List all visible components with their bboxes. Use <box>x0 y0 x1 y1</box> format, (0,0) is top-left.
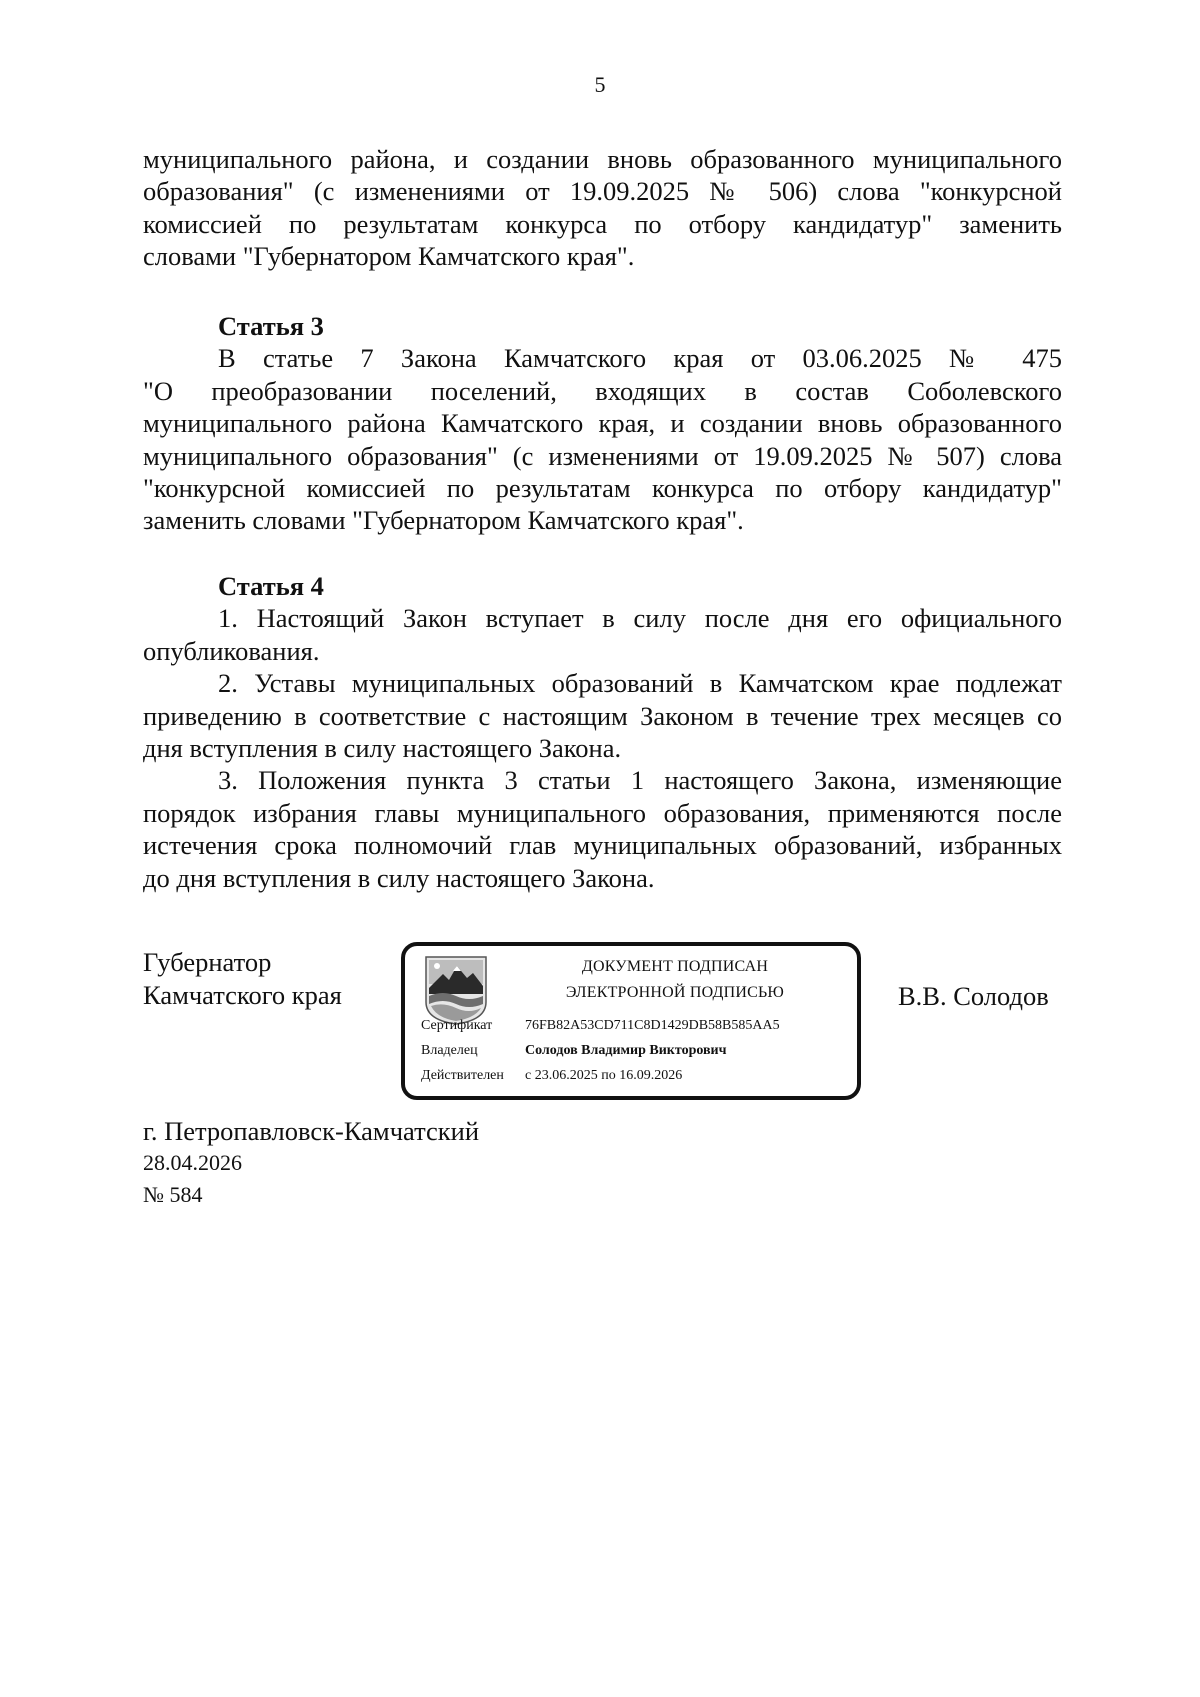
text-line: порядок избрания главы муниципального образования, применяются после <box>143 797 1062 828</box>
city: г. Петропавловск-Камчатский <box>143 1116 479 1146</box>
text-line: 2. Уставы муниципальных образований в Камчатском крае подлежат <box>218 668 1062 699</box>
validity-row <box>421 1068 682 1084</box>
owner-value: Солодов Владимир Викторович <box>525 1043 727 1058</box>
text-line: муниципального района, и создании вновь образованного муниципального <box>143 144 1062 174</box>
text-line: истечения срока полномочий глав муниципальных образований, избранных <box>143 830 1062 861</box>
certificate-value: 76FB82A53CD711C8D1429DB58B585AA5 <box>525 1018 780 1033</box>
law-number: № 584 <box>143 1182 203 1207</box>
document-footer <box>143 1115 479 1211</box>
text-line: образования" (с изменениями от 19.09.2025 № 506) слова "конкурсной <box>143 176 1062 207</box>
stamp-title-line: ДОКУМЕНТ ПОДПИСАН <box>581 958 769 975</box>
article-heading: Статья 3 <box>218 311 324 341</box>
text-line: 1. Настоящий Закон вступает в силу после дня его официального <box>218 603 1062 634</box>
signatory-name: В.В. Солодов <box>898 981 1049 1011</box>
owner-label: Владелец <box>421 1043 478 1058</box>
stamp-title <box>500 954 850 1006</box>
position-line: Камчатского края <box>143 980 342 1010</box>
law-date: 28.04.2026 <box>143 1150 242 1175</box>
kamchatka-emblem-icon <box>423 954 489 1026</box>
article-heading: Статья 4 <box>218 571 324 601</box>
certificate-label: Сертификат <box>421 1018 493 1033</box>
certificate-row <box>421 1018 780 1034</box>
text-line: словами "Губернатором Камчатского края". <box>143 241 635 272</box>
text-line: муниципального района Камчатского края, и создании вновь образованного <box>143 408 1062 439</box>
text-line: "О преобразовании поселений, входящих в состав Соболевского <box>143 375 1062 406</box>
stamp-title-line: ЭЛЕКТРОННОЙ ПОДПИСЬЮ <box>565 984 785 1001</box>
validity-value: с 23.06.2025 по 16.09.2026 <box>525 1068 683 1083</box>
text-line: опубликования. <box>143 635 320 666</box>
text-line: муниципального образования" (с изменениями от 19.09.2025 № 507) слова <box>143 440 1062 471</box>
signatory-position <box>143 946 342 1012</box>
article-4 <box>143 570 1062 894</box>
text-line: 3. Положения пункта 3 статьи 1 настоящего Закона, изменяющие <box>218 765 1062 796</box>
owner-row <box>421 1043 727 1059</box>
validity-label: Действителен <box>421 1068 504 1083</box>
position-line: Губернатор <box>143 947 272 977</box>
text-line: комиссией по результатам конкурса по отбору кандидатур" заменить <box>143 208 1062 239</box>
text-line: до дня вступления в силу настоящего Закона. <box>143 862 655 893</box>
page-number: 5 <box>594 72 606 97</box>
text-line: заменить словами "Губернатором Камчатского края". <box>143 505 744 536</box>
text-line: "конкурсной комиссией по результатам конкурса по отбору кандидатур" <box>143 473 1062 504</box>
text-line: В статье 7 Закона Камчатского края от 03.06.2025 № 475 <box>218 343 1062 374</box>
text-line: дня вступления в силу настоящего Закона. <box>143 733 622 764</box>
continuation-paragraph <box>143 143 1062 273</box>
article-3 <box>143 310 1062 537</box>
text-line: приведению в соответствие с настоящим Законом в течение трех месяцев со <box>143 700 1062 731</box>
electronic-signature-stamp <box>401 942 861 1100</box>
